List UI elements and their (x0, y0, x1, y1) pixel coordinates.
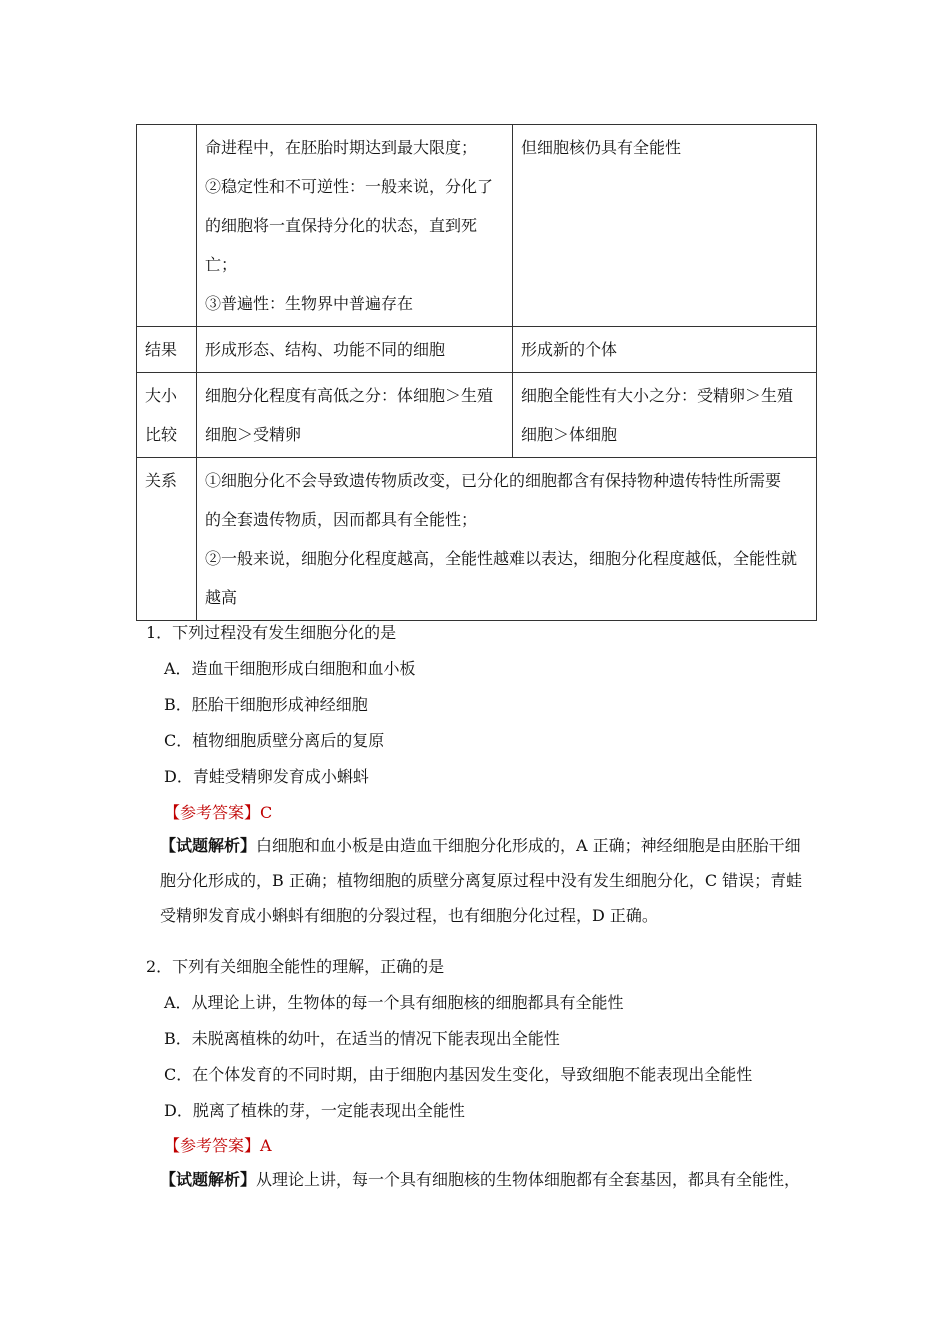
totipotency-cell (513, 125, 817, 327)
question-2-option-d: D．脱离了植株的芽，一定能表现出全能性 (164, 1101, 465, 1120)
analysis-text: 白细胞和血小板是由造血干细胞分化形成的，A 正确；神经细胞是由胚胎干细 (256, 836, 801, 855)
cell-text: ②稳定性和不可逆性：一般来说，分化了 (205, 177, 494, 196)
differentiation-cell (197, 373, 513, 458)
analysis-text: 从理论上讲，每一个具有细胞核的生物体细胞都有全套基因，都具有全能性， (256, 1170, 801, 1189)
comparison-table (136, 124, 817, 621)
question-2-option-c: C．在个体发育的不同时期，由于细胞内基因发生变化，导致细胞不能表现出全能性 (164, 1065, 753, 1084)
cell-text: 细胞＞体细胞 (521, 425, 618, 444)
cell-text: 细胞＞受精卵 (205, 425, 302, 444)
table-row-comparison (137, 373, 817, 458)
cell-text: 亡； (205, 255, 238, 274)
differentiation-cell: 形成形态、结构、功能不同的细胞 (197, 327, 513, 373)
cell-text: ③普遍性：生物界中普遍存在 (205, 294, 414, 313)
totipotency-cell (513, 373, 817, 458)
question-1-option-b: B．胚胎干细胞形成神经细胞 (164, 695, 368, 714)
answer-value: C (260, 803, 273, 822)
question-1-answer (164, 800, 272, 823)
row-label-line: 比较 (145, 425, 178, 444)
row-label: 关系 (137, 458, 197, 621)
cell-text: ②一般来说，细胞分化程度越高，全能性越难以表达，细胞分化程度越低，全能性就 (205, 549, 798, 568)
question-1-option-c: C．植物细胞质壁分离后的复原 (164, 731, 385, 750)
analysis-tag: 【试题解析】 (160, 836, 257, 855)
analysis-line (160, 828, 820, 863)
analysis-line (160, 1162, 820, 1197)
table-row-result (137, 327, 817, 373)
table-row-continued (137, 125, 817, 327)
row-label (137, 373, 197, 458)
answer-tag: 【参考答案】 (164, 803, 261, 822)
cell-text: 细胞分化程度有高低之分：体细胞＞生殖 (205, 386, 494, 405)
cell-text: 的全套遗传物质，因而都具有全能性； (205, 510, 478, 529)
question-1-option-d: D．青蛙受精卵发育成小蝌蚪 (164, 767, 369, 786)
answer-tag: 【参考答案】 (164, 1136, 261, 1155)
cell-text: 的细胞将一直保持分化的状态，直到死 (205, 216, 478, 235)
table-row-relation (137, 458, 817, 621)
row-label: 结果 (137, 327, 197, 373)
totipotency-cell: 形成新的个体 (513, 327, 817, 373)
differentiation-cell (197, 125, 513, 327)
question-2-option-a: A．从理论上讲，生物体的每一个具有细胞核的细胞都具有全能性 (164, 993, 624, 1012)
answer-value: A (260, 1136, 272, 1155)
cell-text: 细胞全能性有大小之分：受精卵＞生殖 (521, 386, 794, 405)
analysis-line: 受精卵发育成小蝌蚪有细胞的分裂过程，也有细胞分化过程，D 正确。 (160, 906, 658, 925)
analysis-tag: 【试题解析】 (160, 1170, 257, 1189)
merged-cell (197, 458, 817, 621)
question-1-analysis (160, 828, 820, 933)
question-2-stem: 2．下列有关细胞全能性的理解，正确的是 (146, 957, 445, 976)
question-1-option-a: A．造血干细胞形成白细胞和血小板 (164, 659, 416, 678)
row-label-empty (137, 125, 197, 327)
cell-text: ①细胞分化不会导致遗传物质改变，已分化的细胞都含有保持物种遗传特性所需要 (205, 471, 782, 490)
cell-text: 命进程中，在胚胎时期达到最大限度； (205, 138, 478, 157)
analysis-line: 胞分化形成的，B 正确；植物细胞的质壁分离复原过程中没有发生细胞分化，C 错误；青蛙 (160, 871, 803, 890)
cell-text: 越高 (205, 588, 238, 607)
question-2-answer (164, 1133, 272, 1156)
question-1-stem: 1．下列过程没有发生细胞分化的是 (146, 623, 397, 642)
cell-text: 但细胞核仍具有全能性 (521, 138, 682, 157)
row-label-line: 大小 (145, 386, 178, 405)
question-2-analysis (160, 1162, 820, 1197)
question-2-option-b: B．未脱离植株的幼叶，在适当的情况下能表现出全能性 (164, 1029, 560, 1048)
